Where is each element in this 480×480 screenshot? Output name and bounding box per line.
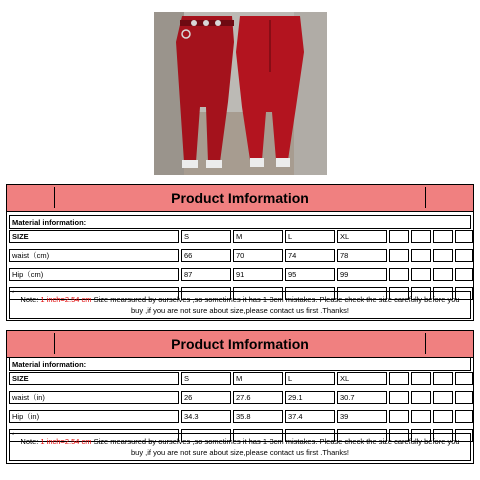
table-row xyxy=(9,268,471,281)
note-text: Size mearsured by ourselves ,so sometimes it has 1-3cm mistakes. Please check the size carefully before you buy ,if you are not sure about size,please contact us first .Thanks! xyxy=(91,437,460,457)
row-label-cell: waist（cm) xyxy=(9,249,179,262)
size-m-cell: M xyxy=(233,372,283,385)
row-label-cell: waist（in) xyxy=(9,391,179,404)
empty-cell xyxy=(389,268,409,281)
size-table-in xyxy=(6,330,474,464)
material-information-label: Material information: xyxy=(9,215,471,229)
size-xl-cell: XL xyxy=(337,372,387,385)
value-cell: 78 xyxy=(337,249,387,262)
size-header-cell: SIZE xyxy=(9,372,179,385)
title-box xyxy=(54,333,426,354)
size-s-cell: S xyxy=(181,230,231,243)
note-text: Size mearsured by ourselves ,so sometimes it has 1-3cm mistakes. Please check the size carefully before you buy ,if you are not sure about size,please contact us first .Thanks! xyxy=(91,295,460,315)
empty-cell xyxy=(455,268,473,281)
size-l-cell: L xyxy=(285,372,335,385)
title-band xyxy=(7,331,473,358)
empty-cell xyxy=(455,410,473,423)
empty-cell xyxy=(433,268,453,281)
table-title: Product Imformation xyxy=(171,189,309,206)
empty-cell xyxy=(433,372,453,385)
value-cell: 70 xyxy=(233,249,283,262)
empty-cell xyxy=(411,230,431,243)
note-prefix: Note: xyxy=(20,437,41,446)
empty-cell xyxy=(389,410,409,423)
empty-cell xyxy=(455,372,473,385)
value-cell: 37.4 xyxy=(285,410,335,423)
table-row xyxy=(9,391,471,404)
value-cell: 30.7 xyxy=(337,391,387,404)
note-conversion: 1 inch=2.54 cm xyxy=(40,295,92,304)
material-information-label: Material information: xyxy=(9,357,471,371)
value-cell: 95 xyxy=(285,268,335,281)
header-row xyxy=(9,230,471,243)
size-m-cell: M xyxy=(233,230,283,243)
value-cell: 27.6 xyxy=(233,391,283,404)
value-cell: 34.3 xyxy=(181,410,231,423)
note-prefix: Note: xyxy=(20,295,41,304)
row-label-cell: * xyxy=(9,287,179,300)
row-label-cell: Hip（cm) xyxy=(9,268,179,281)
empty-cell xyxy=(433,249,453,262)
empty-cell xyxy=(411,372,431,385)
size-header-cell: SIZE xyxy=(9,230,179,243)
empty-cell xyxy=(433,391,453,404)
empty-cell xyxy=(455,249,473,262)
value-cell: 39 xyxy=(337,410,387,423)
value-cell: 66 xyxy=(181,249,231,262)
empty-cell xyxy=(389,391,409,404)
empty-cell xyxy=(433,230,453,243)
size-table-cm xyxy=(6,184,474,321)
empty-cell xyxy=(411,268,431,281)
value-cell: 26 xyxy=(181,391,231,404)
header-row xyxy=(9,372,471,385)
empty-cell xyxy=(411,249,431,262)
title-band xyxy=(7,185,473,212)
value-cell: 91 xyxy=(233,268,283,281)
value-cell: 87 xyxy=(181,268,231,281)
note-conversion: 1 inch=2.54 cm xyxy=(40,437,92,446)
empty-cell xyxy=(455,230,473,243)
empty-cell xyxy=(389,372,409,385)
size-s-cell: S xyxy=(181,372,231,385)
size-note xyxy=(9,433,471,461)
empty-cell xyxy=(389,249,409,262)
empty-cell xyxy=(389,230,409,243)
table-title: Product Imformation xyxy=(171,335,309,352)
table-row xyxy=(9,249,471,262)
title-box xyxy=(54,187,426,208)
empty-cell xyxy=(411,410,431,423)
value-cell: 74 xyxy=(285,249,335,262)
value-cell: 99 xyxy=(337,268,387,281)
value-cell: 35.8 xyxy=(233,410,283,423)
row-label-cell: * xyxy=(9,429,179,442)
empty-cell xyxy=(433,410,453,423)
size-xl-cell: XL xyxy=(337,230,387,243)
size-l-cell: L xyxy=(285,230,335,243)
size-note xyxy=(9,291,471,319)
table-row xyxy=(9,410,471,423)
empty-cell xyxy=(455,391,473,404)
row-label-cell: Hip（in) xyxy=(9,410,179,423)
product-photo xyxy=(154,12,327,175)
value-cell: 29.1 xyxy=(285,391,335,404)
model-wearing-red-leggings-image xyxy=(154,12,327,175)
empty-cell xyxy=(411,391,431,404)
